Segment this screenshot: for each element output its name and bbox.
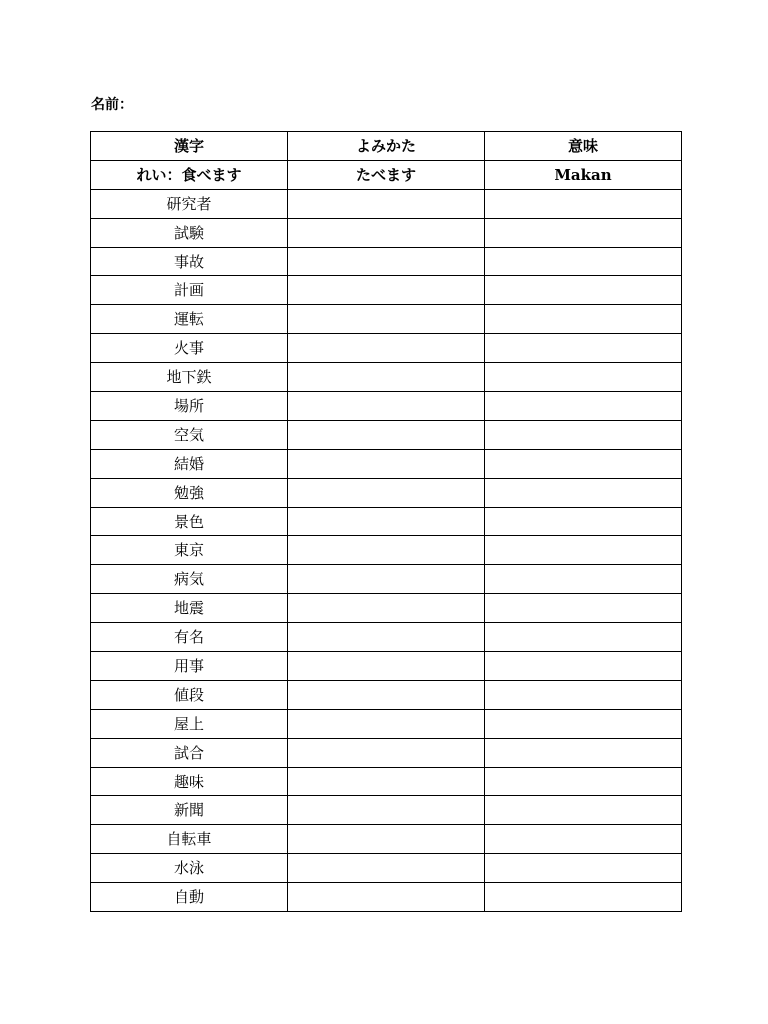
reading-cell[interactable]: [288, 276, 485, 305]
table-row: [91, 247, 682, 276]
vocabulary-table: [90, 131, 682, 912]
header-meaning: 意味: [485, 132, 682, 161]
meaning-cell[interactable]: [485, 305, 682, 334]
reading-cell[interactable]: [288, 218, 485, 247]
table-row: [91, 565, 682, 594]
table-row: [91, 392, 682, 421]
kanji-cell: 場所: [91, 392, 288, 421]
meaning-cell[interactable]: [485, 420, 682, 449]
reading-cell[interactable]: [288, 247, 485, 276]
reading-cell[interactable]: [288, 189, 485, 218]
kanji-cell: 東京: [91, 536, 288, 565]
example-kanji: れい：食べます: [91, 160, 288, 189]
table-row: [91, 883, 682, 912]
table-row: [91, 507, 682, 536]
example-reading: たべます: [288, 160, 485, 189]
kanji-cell: 運転: [91, 305, 288, 334]
table-row: [91, 363, 682, 392]
kanji-cell: 結婚: [91, 449, 288, 478]
kanji-cell: 新聞: [91, 796, 288, 825]
table-header-row: [91, 132, 682, 161]
kanji-cell: 景色: [91, 507, 288, 536]
kanji-cell: 火事: [91, 334, 288, 363]
example-meaning: Makan: [485, 160, 682, 189]
table-row: [91, 652, 682, 681]
meaning-cell[interactable]: [485, 449, 682, 478]
reading-cell[interactable]: [288, 449, 485, 478]
kanji-cell: 用事: [91, 652, 288, 681]
meaning-cell[interactable]: [485, 767, 682, 796]
reading-cell[interactable]: [288, 536, 485, 565]
meaning-cell[interactable]: [485, 709, 682, 738]
meaning-cell[interactable]: [485, 652, 682, 681]
table-row: [91, 709, 682, 738]
kanji-cell: 地震: [91, 594, 288, 623]
reading-cell[interactable]: [288, 594, 485, 623]
kanji-cell: 試験: [91, 218, 288, 247]
table-row: [91, 594, 682, 623]
kanji-cell: 研究者: [91, 189, 288, 218]
example-row: [91, 160, 682, 189]
table-row: [91, 334, 682, 363]
table-row: [91, 420, 682, 449]
name-label: 名前：: [91, 97, 133, 113]
meaning-cell[interactable]: [485, 392, 682, 421]
meaning-cell[interactable]: [485, 363, 682, 392]
table-row: [91, 767, 682, 796]
table-row: [91, 825, 682, 854]
kanji-cell: 趣味: [91, 767, 288, 796]
meaning-cell[interactable]: [485, 883, 682, 912]
meaning-cell[interactable]: [485, 478, 682, 507]
reading-cell[interactable]: [288, 854, 485, 883]
reading-cell[interactable]: [288, 392, 485, 421]
table-row: [91, 305, 682, 334]
reading-cell[interactable]: [288, 478, 485, 507]
meaning-cell[interactable]: [485, 594, 682, 623]
reading-cell[interactable]: [288, 334, 485, 363]
kanji-cell: 水泳: [91, 854, 288, 883]
reading-cell[interactable]: [288, 738, 485, 767]
table-row: [91, 796, 682, 825]
meaning-cell[interactable]: [485, 247, 682, 276]
meaning-cell[interactable]: [485, 507, 682, 536]
table-row: [91, 738, 682, 767]
reading-cell[interactable]: [288, 507, 485, 536]
header-kanji: 漢字: [91, 132, 288, 161]
table-row: [91, 680, 682, 709]
reading-cell[interactable]: [288, 565, 485, 594]
reading-cell[interactable]: [288, 305, 485, 334]
table-row: [91, 623, 682, 652]
kanji-cell: 値段: [91, 680, 288, 709]
reading-cell[interactable]: [288, 652, 485, 681]
kanji-cell: 空気: [91, 420, 288, 449]
kanji-cell: 自動: [91, 883, 288, 912]
kanji-cell: 計画: [91, 276, 288, 305]
kanji-cell: 勉強: [91, 478, 288, 507]
meaning-cell[interactable]: [485, 218, 682, 247]
meaning-cell[interactable]: [485, 276, 682, 305]
meaning-cell[interactable]: [485, 796, 682, 825]
table-row: [91, 478, 682, 507]
kanji-cell: 自転車: [91, 825, 288, 854]
kanji-cell: 事故: [91, 247, 288, 276]
table-row: [91, 536, 682, 565]
meaning-cell[interactable]: [485, 565, 682, 594]
reading-cell[interactable]: [288, 883, 485, 912]
table-row: [91, 449, 682, 478]
reading-cell[interactable]: [288, 623, 485, 652]
table-row: [91, 218, 682, 247]
meaning-cell[interactable]: [485, 854, 682, 883]
table-row: [91, 854, 682, 883]
table-row: [91, 276, 682, 305]
meaning-cell[interactable]: [485, 536, 682, 565]
header-reading: よみかた: [288, 132, 485, 161]
reading-cell[interactable]: [288, 709, 485, 738]
kanji-cell: 有名: [91, 623, 288, 652]
meaning-cell[interactable]: [485, 334, 682, 363]
reading-cell[interactable]: [288, 796, 485, 825]
meaning-cell[interactable]: [485, 623, 682, 652]
reading-cell[interactable]: [288, 680, 485, 709]
reading-cell[interactable]: [288, 825, 485, 854]
reading-cell[interactable]: [288, 363, 485, 392]
meaning-cell[interactable]: [485, 680, 682, 709]
table-row: [91, 189, 682, 218]
reading-cell[interactable]: [288, 420, 485, 449]
reading-cell[interactable]: [288, 767, 485, 796]
meaning-cell[interactable]: [485, 738, 682, 767]
kanji-cell: 病気: [91, 565, 288, 594]
meaning-cell[interactable]: [485, 825, 682, 854]
kanji-cell: 屋上: [91, 709, 288, 738]
meaning-cell[interactable]: [485, 189, 682, 218]
kanji-cell: 地下鉄: [91, 363, 288, 392]
kanji-cell: 試合: [91, 738, 288, 767]
